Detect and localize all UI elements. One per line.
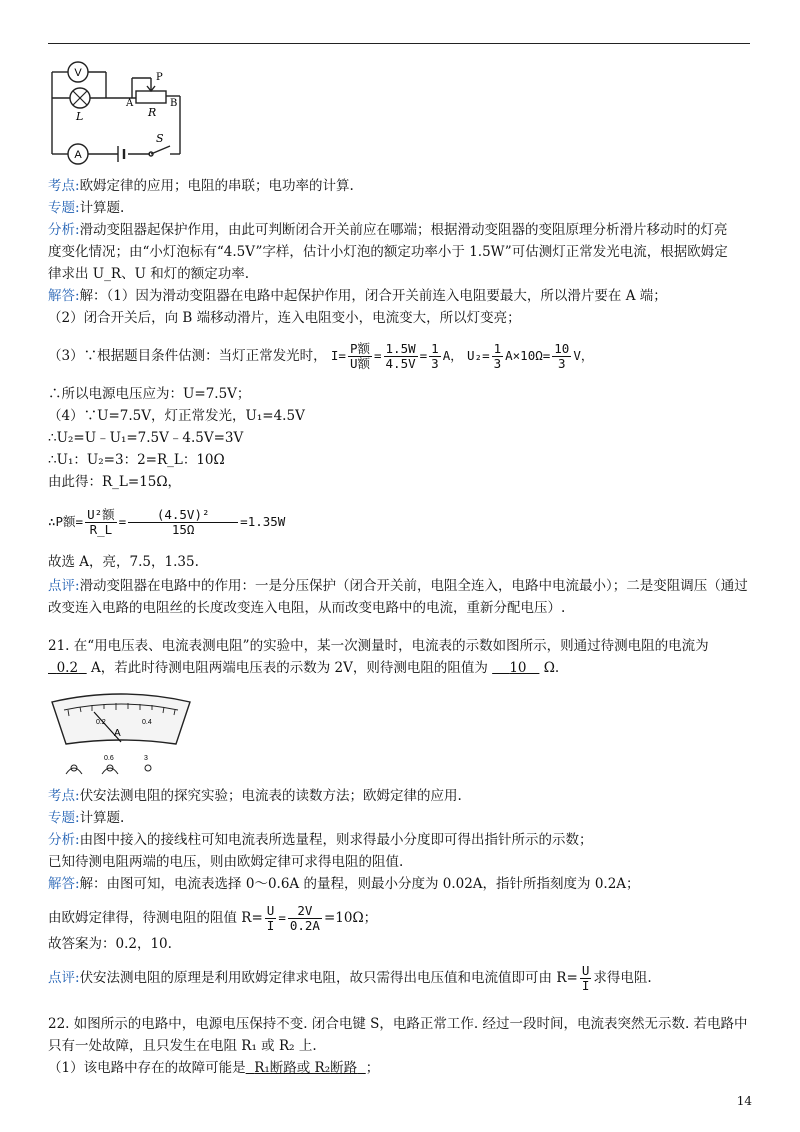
svg-text:0.6: 0.6 [104,755,114,762]
fraction: $\frac{U}{I}$ [581,963,590,993]
q21-fenxi-2: 已知待测电阻两端的电压，则由欧姆定律可求得电阻的阻值. [48,854,404,870]
q20-jieda-10: 故选 A，亮，7.5，1.35. [48,554,199,570]
q20-jieda-5: （4）∵U=7.5V，灯正常发光，U₁=4.5V [48,408,305,424]
q20-jieda-6: ∴U₂=U﹣U₁=7.5V﹣4.5V=3V [48,430,244,446]
svg-text:A: A [74,149,82,161]
svg-text:B: B [170,98,178,109]
q20-zhuanti: 专题:计算题. [48,200,125,216]
q20-kaodian: 考点:欧姆定律的应用；电阻的串联；电功率的计算. [48,178,354,194]
q20-dianping-1: 点评:滑动变阻器在电路中的作用：一是分压保护（闭合开关前，电阻全连入，电路中电流最小）；二是变阻调压（通过 [48,578,748,594]
q20-jieda-9: ∴P额= $\frac{\text{U²额}}{R\_L}$ = $\frac{\text{(4.5V)²}}{15\Omega}$ =1.35W [48,507,286,537]
q20-jieda-8: 由此得：R_L=15Ω， [48,474,182,490]
q22-stem-1: 22. 如图所示的电路中，电源电压保持不变. 闭合电键 S，电路正常工作. 经过一段时间，电流表突然无示数. 若电路中 [48,1016,748,1032]
q21-fenxi-1: 分析:由图中接入的接线柱可知电流表所选量程，则求得最小分度即可得出指针所示的示数； [48,832,593,848]
q20-jieda-2: （2）闭合开关后，向 B 端移动滑片，连入电阻变小，电流变大，所以灯变亮； [48,310,521,326]
fraction: $\frac{1}{3}$ [493,341,502,371]
svg-text:A: A [126,98,134,109]
q20-fenxi-3: 律求出 U_R、U 和灯的额定功率. [48,266,250,282]
fraction: $\frac{10}{3}$ [554,341,570,371]
svg-text:V: V [74,67,82,79]
answer-blank-q22: R₁断路或 R₂断路 [254,1060,358,1076]
circuit-diagram-q20 [46,58,196,168]
q20-fenxi-2: 度变化情况；由“小灯泡标有“4.5V”字样，估计小灯泡的额定功率小于 1.5W”可估测灯正常发光电流，根据欧姆定 [48,244,728,260]
fraction: $\frac{1.5W}{4.5V}$ [385,341,416,371]
page-number: 14 [736,1094,752,1108]
q20-jieda-1: 解答:解：（1）因为滑动变阻器在电路中起保护作用，闭合开关前连入电阻要最大，所以滑片要在 A 端； [48,288,667,304]
q20-fenxi-1: 分析:滑动变阻器起保护作用，由此可判断闭合开关前应在哪端；根据滑动变阻器的变阻原理分析滑片移动时的灯亮 [48,222,728,238]
q21-stem-2: 0.2 A，若此时待测电阻两端电压表的示数为 2V，则待测电阻的阻值为 10 Ω. [48,658,752,678]
q21-dianping: 点评:伏安法测电阻的原理是利用欧姆定律求电阻，故只需得出电压值和电流值即可由 R= $\frac{U}{I}$ 求得电阻. [48,963,652,993]
q21-kaodian: 考点:伏安法测电阻的探究实验；电流表的读数方法；欧姆定律的应用. [48,788,462,804]
svg-text:S: S [156,132,164,145]
q21-jieda-2: 由欧姆定律得，待测电阻的阻值 R= $\frac{U}{I}$ = $\frac{2V}{0.2A}$ =10Ω； [48,903,378,933]
ammeter-figure [46,690,196,780]
fraction: $\frac{\text{P额}}{\text{U额}}$ [349,341,370,371]
answer-blank-2: 10 [509,660,527,676]
svg-text:P: P [156,72,163,83]
answer-blank-1: 0.2 [56,660,79,676]
svg-text:R: R [148,106,157,119]
q20-jieda-4: ∴所以电源电压应为：U=7.5V； [48,386,251,402]
svg-text:A: A [114,728,121,739]
fraction: $\frac{U}{I}$ [266,903,275,933]
fraction: $\frac{\text{(4.5V)²}}{15\Omega}$ [128,508,238,537]
svg-text:0.4: 0.4 [142,719,152,726]
q21-stem-1: 21. 在“用电压表、电流表测电阻”的实验中，某一次测量时，电流表的示数如图所示，则通过待测电阻的电流为 [48,638,709,654]
q20-dianping-2: 改变连入电路的电阻丝的长度改变连入电阻，从而改变电路中的电流，重新分配电压）. [48,600,566,616]
fraction: $\frac{1}{3}$ [431,341,439,371]
header-rule [48,43,750,44]
svg-text:L: L [76,110,84,123]
q20-jieda-3: （3）∵根据题目条件估测：当灯正常发光时， I= $\frac{\text{P额}}{\text{U额}}$ = $\frac{1.5W}{4.5V}$ = $\frac{1}{3}$ A， U₂= $\frac{1}{3}$ A×10Ω= $\frac{10}{3}$ V， [48,341,594,371]
q21-jieda-3: 故答案为：0.2，10. [48,936,172,952]
q21-zhuanti: 专题:计算题. [48,810,125,826]
q20-jieda-7: ∴U₁：U₂=3：2=R_L：10Ω [48,452,225,468]
fraction: $\frac{\text{U²额}}{R\_L}$ [87,507,115,537]
q22-stem-2: 只有一处故障，且只发生在电阻 R₁ 或 R₂ 上. [48,1038,317,1054]
svg-text:3: 3 [144,755,148,762]
q21-jieda-1: 解答:解：由图可知，电流表选择 0～0.6A 的量程，则最小分度为 0.02A，指针所指刻度为 0.2A； [48,876,640,892]
svg-text:0.2: 0.2 [96,719,106,726]
fraction: $\frac{2V}{0.2A}$ [289,903,320,933]
q22-sub-1: （1）该电路中存在的故障可能是 R₁断路或 R₂断路 ； [48,1060,380,1076]
